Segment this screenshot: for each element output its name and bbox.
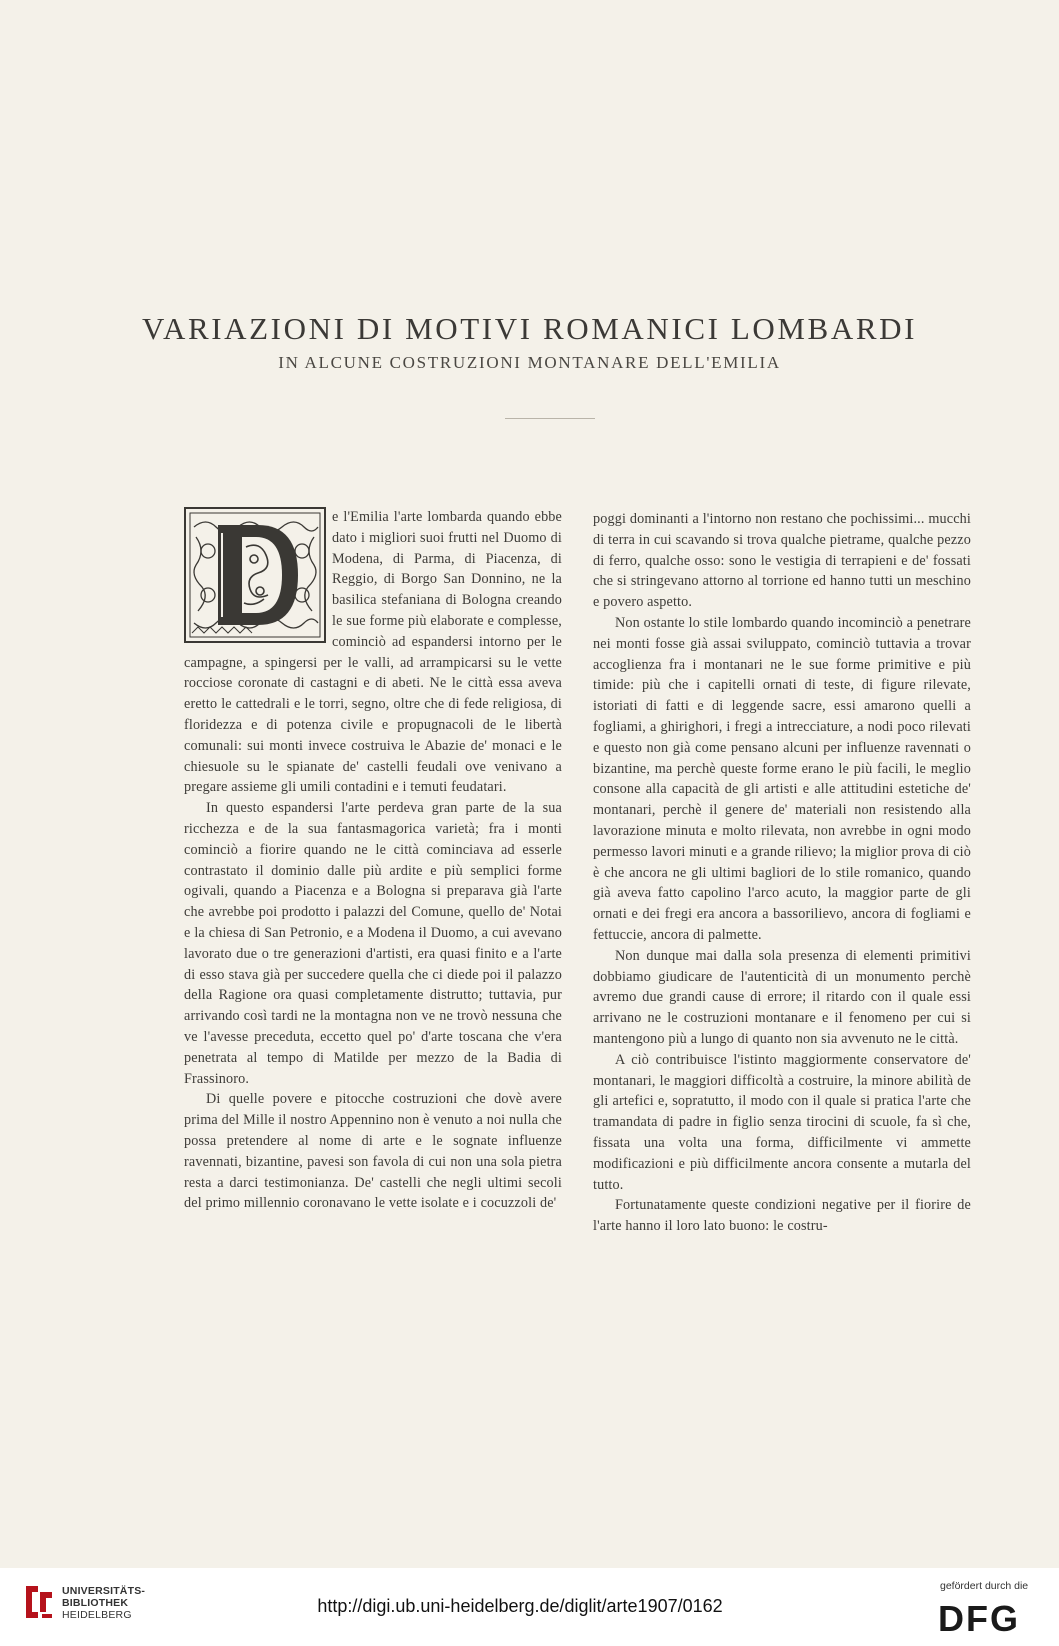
right-paragraph-1: poggi dominanti a l'intorno non restano che pochissimi... mucchi di terra in cui scavando si trova qualche pietrame, qualche pezzo di ferro, qualche osso: sono le vestigia di terrapieni e de' fossati che si stringevano attorno al torrione ed hanno tutti un meschino e povero aspetto. [593,511,971,611]
left-paragraph-3: Di quelle povere e pitocche costruzioni che dovè avere prima del Mille il nostro Appennino non è venuto a noi nulla che possa pretendere al nome di arte e le sognate influenze ravennati, bizantine, pavesi son favola di cui non una sola pietra resta a darci testimonianza. De' castelli che negli ultimi secoli del primo millennio coronavano le vette isolate e i cocuzzoli de' [184,1091,562,1212]
left-paragraph-1: e l'Emilia l'arte lombarda quando ebbe dato i migliori suoi frutti nel Duomo di Modena, di Parma, di Piacenza, di Reggio, di Borgo San Donnino, ne la basilica stefaniana di Bologna creando le sue forme più elaborate e complesse, cominciò ad espandersi intorno per le campagne, a spingersi per le valli, ad arrampicarsi su le vette rocciose coronate di castagni e di abeti. Ne le città essa aveva eretto le cattedrali e le torri, segno, oltre che di fede religiosa, di floridezza e di potenza civile e propugnacoli de le libertà comunali: sui monti invece costruiva le Abazie de' monaci e le chiesuole su le spianate de' castelli feudali ove venivano a pregare assieme gli umili contadini e i temuti feudatari. [184,509,562,796]
ornamental-initial-d-icon [184,507,326,643]
title-divider [505,418,595,419]
university-library-logo-icon [22,1582,56,1626]
right-paragraph-4: A ciò contribuisce l'istinto maggiormente conservatore de' montanari, le maggiori difficoltà a costruire, la minore abilità de gli artefici e, sopratutto, il modo con il quale si pratica l'arte che tramandata di padre in figlio senza tirocini di scuole, fa sì che, fissata una volta una forma, difficilmente vi ammette modificazioni e più difficilmente ancora consente a mutarla del tutto. [593,1051,971,1193]
right-paragraph-5: Fortunatamente queste condizioni negative per il fiorire de l'arte hanno il loro lato buono: le costru- [593,1197,971,1235]
left-paragraph-2: In questo espandersi l'arte perdeva gran parte de la sua ricchezza e de la sua fantasmagorica varietà; fra i monti cominciò a fiorire quando ne le città cominciava ad esserle contrastato il dominio dalle più ardite e più semplici forme ogivali, quando a Piacenza e a Bologna si preparava già l'arte che avrebbe poi prodotto i palazzi del Comune, quello de' Notai e la chiesa di San Petronio, e a Modena il Duomo, a cui avevano lavorato due o tre generazioni d'artisti, era quasi finito e a l'arte di esso stava già per succedere quella che ci diede poi il palazzo della Ragione ora quasi completamente distrutto; tuttavia, pur arrivando così tardi ne la montagna non ve ne trovò nessuna che ve l'avesse preceduta, eccetto quel po' d'arte toscana che v'era penetrata al tempo di Matilde per mezzo de la Badia di Frassinoro. [184,800,562,1087]
paragraph [184,507,562,798]
article-title: VARIAZIONI DI MOTIVI ROMANICI LOMBARDI [141,310,918,346]
source-url-link[interactable]: http://digi.ub.uni-heidelberg.de/diglit/arte1907/0162 [317,1596,723,1616]
right-column [593,509,971,1237]
left-column [184,507,562,1214]
right-paragraph-3: Non dunque mai dalla sola presenza di elementi primitivi dobbiamo giudicare de l'autenticità di un monumento perchè avremo due grandi cause di errore; il ritardo con il quale essi arrivano ne le costruzioni montanare e il fenomeno per cui si mantengono più a lungo di quanto non sia avvenuto ne le città. [593,947,971,1047]
dfg-logo: DFG [938,1598,1020,1639]
right-paragraph-2: Non ostante lo stile lombardo quando incominciò a penetrare nei monti fosse già assai sviluppato, cominciò tuttavia a trovar accoglienza fra i montanari ne le sue forme primitive e più timide: più che i capitelli ornati di teste, di figure rilevate, istoriati di fatti e di leggende sacre, essi amarono quelli a fogliami, a ghirighori, i fregi a intrecciature, a nodi poco rilevati e questo non già come pensano alcuni per influenze ravennati o bizantine, ma perchè queste forme erano le più facili, le meglio consone alla capacità de gli artisti e alle attitudini estetiche de' montanari, perchè il genere de' materiali non resistendo alla lavorazione minuta e molto rilevata, non avrebbe in ogni modo permesso lavori minuti e a grande rilievo; la miglior prova di ciò è che ancora ne gli ultimi bagliori de lo stile romanico, quando già aveva fatto capolino l'arco acuto, la maggior parte de gli ornati e dei fregi era ancora a bassorilievo, ancora di fogliami e fettuccie, ancora di palmette. [593,614,971,943]
article-subtitle: IN ALCUNE COSTRUZIONI MONTANARE DELL'EMILIA [278,353,781,372]
university-library-name: UNIVERSITÄTS- BIBLIOTHEK HEIDELBERG [62,1585,146,1621]
funding-note: gefördert durch die [940,1580,1029,1592]
